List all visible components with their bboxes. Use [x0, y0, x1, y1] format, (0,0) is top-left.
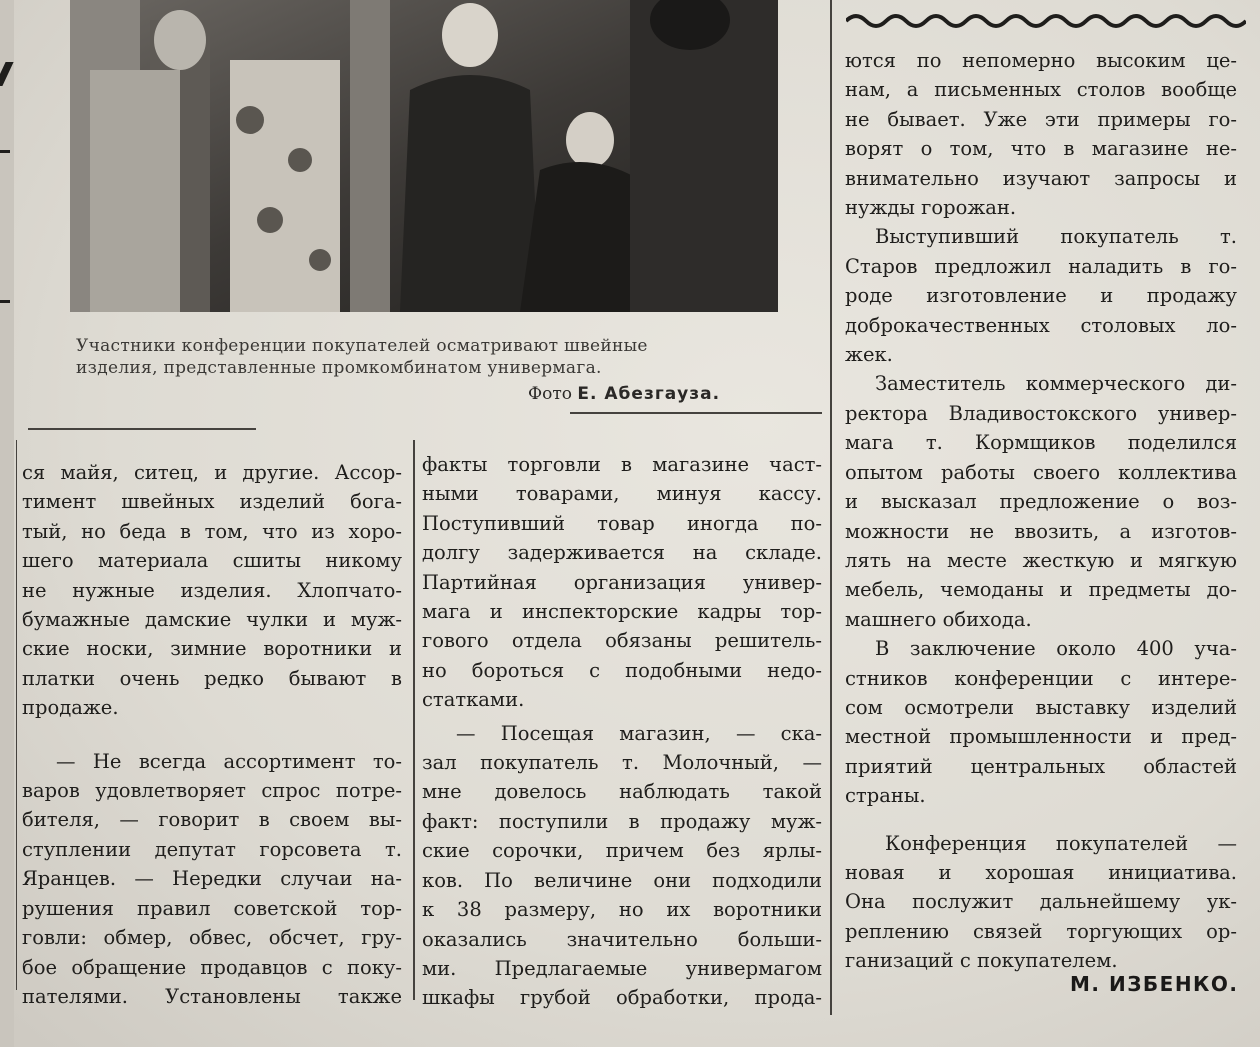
text-line: В заключение около 400 уча- — [875, 637, 1237, 661]
text-line: ми. Предлагаемые универмагом — [422, 956, 822, 980]
text-line: машнего обихода. — [845, 607, 1032, 631]
credit-prefix: Фото — [528, 384, 572, 404]
text-line: бое обращение продавцов с поку- — [22, 955, 402, 979]
author-signature: М. ИЗБЕНКО. — [1070, 972, 1239, 996]
text-line: к 38 размеру, но их воротники — [422, 898, 822, 922]
column-divider — [413, 440, 415, 1000]
text-line: мага т. Кормщиков поделился — [845, 431, 1237, 455]
paragraph — [845, 829, 1237, 976]
text-line: мага и инспекторские кадры тор- — [422, 600, 822, 624]
text-line: ются по непомерно высоким це- — [845, 49, 1237, 72]
text-line: факт: поступили в продажу муж- — [422, 809, 822, 833]
text-line: — Посещая магазин, — ска- — [456, 721, 822, 745]
text-line: Яранцев. — Нередки случаи на- — [22, 867, 402, 891]
text-line: тимент швейных изделий бога- — [22, 490, 402, 514]
text-line: не бывает. Уже эти примеры го- — [845, 107, 1237, 131]
text-line: Конференция покупателей — — [885, 831, 1237, 855]
paragraph — [845, 634, 1237, 810]
photo-credit — [528, 384, 720, 404]
text-line: варов удовлетворяет спрос потре- — [22, 779, 402, 803]
text-line: рушения правил советской тор- — [22, 896, 402, 920]
article-column-3 — [845, 46, 1237, 976]
text-line: нам, а письменных столов вообще — [845, 78, 1237, 102]
text-line: роде изготовление и продажу — [845, 284, 1237, 308]
paragraph — [22, 747, 402, 1012]
text-line: мне довелось наблюдать такой — [422, 780, 822, 804]
text-line: оказались значительно больши- — [422, 927, 822, 951]
caption-line: изделия, представленные промкомбинатом универмага. — [76, 358, 602, 378]
text-line: ректора Владивостокского универ- — [845, 401, 1237, 425]
text-line: зал покупатель т. Молочный, — — [422, 751, 822, 775]
caption-line: Участники конференции покупателей осматривают швейные — [76, 336, 648, 356]
text-line: лять на месте жесткую и мягкую — [845, 548, 1237, 572]
text-line: нужды горожан. — [845, 196, 1017, 220]
text-line: Партийная организация универ- — [422, 570, 822, 594]
paragraph — [422, 450, 822, 715]
text-line: бумажные дамские чулки и муж- — [22, 608, 402, 632]
text-line: Старов предложил наладить в го- — [845, 254, 1237, 278]
text-line: гового отдела обязаны решитель- — [422, 629, 822, 653]
text-line: опытом работы своего коллектива — [845, 460, 1237, 484]
paragraph — [845, 369, 1237, 634]
credit-name: Е. Абезгауза. — [577, 384, 721, 404]
text-line: страны. — [845, 784, 926, 808]
text-line: можности не ввозить, а изготов- — [845, 519, 1237, 543]
text-line: бителя, — говорит в своем вы- — [22, 808, 402, 832]
article-column-2 — [422, 450, 822, 1013]
text-line: Заместитель коммерческого ди- — [875, 372, 1237, 396]
text-line: долгу задерживается на складе. — [422, 541, 822, 565]
text-line: ступлении депутат горсовета т. — [22, 837, 402, 861]
text-line: жек. — [845, 343, 893, 367]
text-line: ские сорочки, причем без ярлы- — [422, 839, 822, 863]
text-line: платки очень редко бывают в — [22, 666, 402, 690]
news-photo — [70, 0, 778, 312]
text-line: внимательно изучают запросы и — [845, 166, 1237, 190]
page-left-margin — [0, 0, 14, 1047]
paragraph — [845, 222, 1237, 369]
text-line: ские носки, зимние воротники и — [22, 637, 402, 661]
paragraph — [422, 719, 822, 1013]
text-line: шего материала сшиты никому — [22, 549, 402, 573]
text-line: доброкачественных столовых ло- — [845, 313, 1237, 337]
text-line: сом осмотрели выставку изделий — [845, 695, 1237, 719]
text-line: продаже. — [22, 696, 119, 720]
text-line: новая и хорошая инициатива. — [845, 860, 1237, 884]
text-line: — Не всегда ассортимент то- — [56, 749, 402, 773]
text-line: Поступивший товар иногда по- — [422, 511, 822, 535]
text-line: но бороться с подобными недо- — [422, 658, 822, 682]
text-line: пателями. Установлены также — [22, 984, 402, 1008]
text-line: ков. По величине они подходили — [422, 868, 822, 892]
text-line: местной промышленности и пред- — [845, 725, 1237, 749]
text-line: ными товарами, минуя кассу. — [422, 482, 822, 506]
text-line: реплению связей торгующих ор- — [845, 919, 1237, 943]
section-rule — [28, 428, 256, 430]
text-line: шкафы грубой обработки, прода- — [422, 986, 822, 1010]
text-line: Выступивший покупатель т. — [875, 225, 1237, 249]
text-line: Она послужит дальнейшему ук- — [845, 890, 1237, 914]
wavy-divider — [846, 8, 1246, 34]
text-line: говли: обмер, обвес, обсчет, гру- — [22, 926, 402, 950]
margin-mark — [0, 300, 10, 303]
text-line: стников конференции с интере- — [845, 666, 1237, 690]
text-line: ворят о том, что в магазине не- — [845, 137, 1237, 161]
text-line: факты торговли в магазине част- — [422, 453, 822, 476]
text-line: тый, но беда в том, что из хоро- — [22, 519, 402, 543]
text-line: ганизаций с покупателем. — [845, 949, 1118, 973]
text-line: статками. — [422, 688, 525, 712]
text-line: ся майя, ситец, и другие. Ассор- — [22, 461, 402, 484]
photo-caption — [76, 335, 776, 379]
article-column-1 — [22, 458, 402, 1011]
section-rule — [570, 412, 822, 414]
column-divider — [830, 0, 832, 1015]
paragraph — [845, 46, 1237, 222]
column-divider — [16, 440, 17, 990]
paragraph — [22, 458, 402, 723]
margin-mark — [0, 150, 10, 153]
text-line: мебель, чемоданы и предметы до- — [845, 578, 1237, 602]
text-line: и высказал предложение о воз- — [845, 490, 1237, 514]
text-line: приятий центральных областей — [845, 754, 1237, 778]
text-line: не нужные изделия. Хлопчато- — [22, 578, 402, 602]
